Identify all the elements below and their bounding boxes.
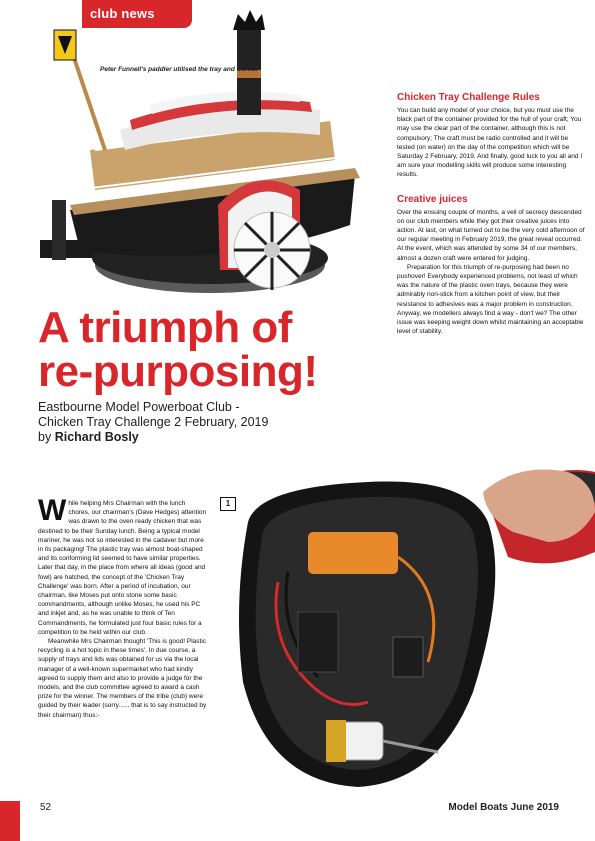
rules-heading: Chicken Tray Challenge Rules: [397, 92, 540, 103]
headline-line-1: A triumph of: [38, 303, 292, 352]
standfirst-line-1: Eastbourne Model Powerboat Club -: [38, 400, 240, 414]
right-column: [397, 92, 585, 336]
rules-paragraph: You can build any model of your choice, but you must use the black part of the container provided for the hull of your craft; You may use the clear part of the container, although this is not compulsory; The craft must be radio controlled and it will be tested (on water) on the day of the competition which will be Saturday 2 February, 2019. And finally, good luck to you all and I am sure your modelling skills will produce some interesting results.: [397, 107, 583, 179]
headline: [38, 303, 438, 396]
speedboat-illustration: [218, 462, 595, 799]
bottom-photo-caption: 1: Peter E's economical and efficient speedboat workings.: [455, 765, 560, 779]
rules-text-block: [397, 106, 585, 180]
top-photo-caption: Peter Funnell's paddler utilised the tray and the lid.: [100, 66, 258, 73]
standfirst: [38, 400, 388, 445]
paddle-steamer-photo: [0, 0, 392, 312]
magazine-title: Model Boats June 2019: [448, 802, 559, 813]
intro-paragraph-text: hile helping Mrs Chairman with the lunch chores, our chairman's (Dave Hedges) attention was drawn to the oven ready chicken that was destined to be their Sunday lunch. Being a typical model mariner, he was not so interested in the cadaver but more in its packaging! The plastic tray was almost boat-shaped and its conforming lid seemed to have similar properties. Later that day, in the place from where all ideas (good and fowl) are hatched, the concept of the 'Chicken Tray Challenge' was born. After a period of incubation, our chairman, like Moses put onto stone some basic commandments, although unlike Moses, he used his PC and inkjet and, as he was unable to think of Ten Commandments, he formulated just four basic rules for a competition to be held within our club.: [38, 500, 207, 636]
speedboat-photo: [218, 462, 595, 799]
section-tab: [82, 0, 192, 28]
headline-line-2: re-purposing!: [38, 347, 318, 396]
section-tab-label: club news: [90, 6, 155, 21]
paddle-steamer-illustration: [0, 0, 392, 312]
standfirst-line-2: Chicken Tray Challenge 2 February, 2019: [38, 415, 269, 429]
creative-juices-heading: Creative juices: [397, 193, 468, 205]
second-paragraph: Meanwhile Mrs Chairman thought 'This is good! Plastic recycling is a hot topic in these times'. In due course, a supply of trays and lids was obtained for us via the local manager of a well-known supermarket who had kindly agreed to supply them and also to provide a judge for the models, and the club committee agreed to award a cash prize for the winner. The members of the tribe (club) were guided by their leader (sorry...... that is to say instructed by their chairman) thus:-: [38, 638, 207, 719]
juices-paragraph-2: Preparation for this triumph of re-purposing had been no pushover! Everybody experienced problems, not least of which was the nature of the plastic oven trays, because they were admirably non-stick from a kitchen point of view, but their resistance to adhesives was a major problem in construction. Anyway, we modellers always find a way - don't we? The other issue was keeping weight down whilst maintaining an acceptable level of stability.: [397, 263, 584, 336]
byline: [38, 430, 388, 445]
byline-prefix: by: [38, 430, 55, 444]
author-name: Richard Bosly: [54, 430, 139, 444]
page-number: 52: [40, 802, 52, 813]
footer-accent-bar: [0, 801, 20, 841]
juices-paragraph-1: Over the ensuing couple of months, a veil of secrecy descended on our club members while they got their creative juices into action. At last, on what turned out to be the very cold afternoon of our regular meeting in February 2019, the great reveal occurred. At the event, which was attended by some 34 of our members, almost a dozen craft were entered for judging.: [397, 208, 585, 262]
left-column: [38, 494, 208, 720]
drop-cap: W: [38, 494, 67, 527]
intro-paragraph: [38, 494, 208, 637]
figure-number-box: 1: [220, 497, 236, 511]
